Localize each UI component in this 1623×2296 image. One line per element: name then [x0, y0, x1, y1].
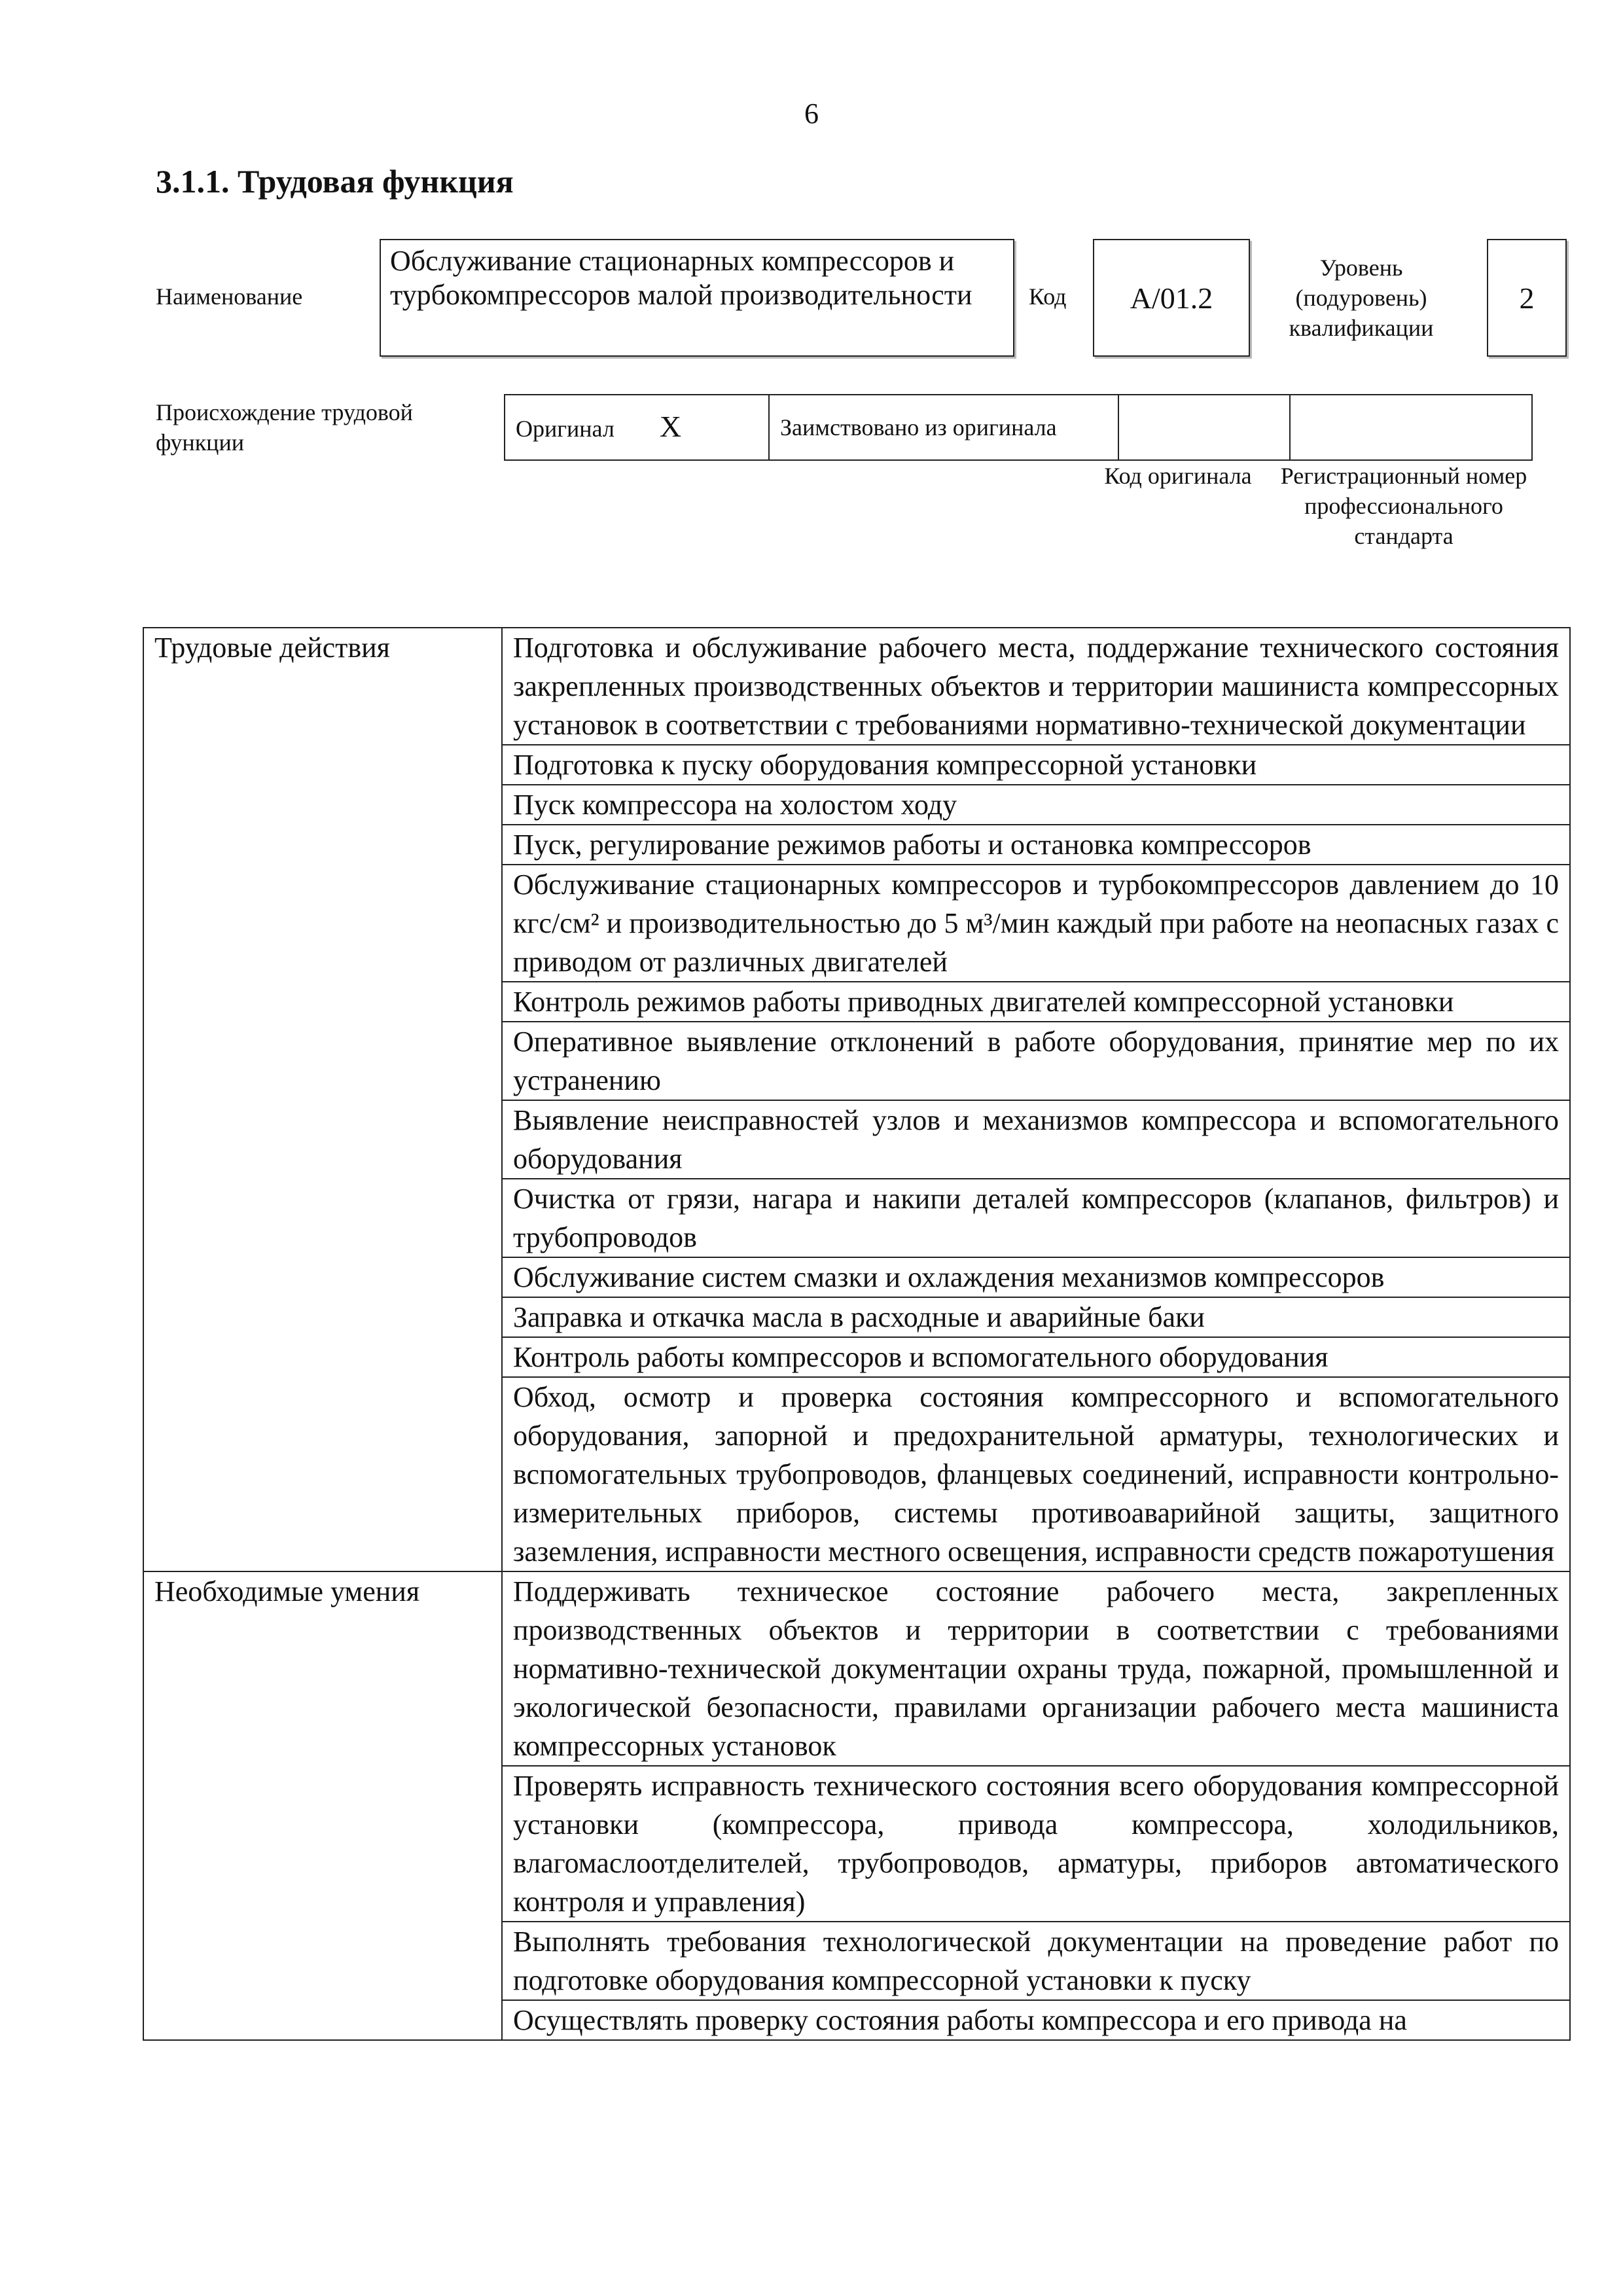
list-item: Выполнять требования технологической документации на проведение работ по подготовке оборудования компрессорной установки к пуску	[502, 1922, 1570, 2000]
list-item: Пуск, регулирование режимов работы и остановка компрессоров	[502, 825, 1570, 865]
section-title: 3.1.1. Трудовая функция	[156, 163, 514, 200]
borrowed-label: Заимствовано из оригинала	[780, 414, 1057, 440]
name-label: Наименование	[156, 283, 303, 310]
level-box	[1487, 239, 1567, 357]
list-item: Контроль работы компрессоров и вспомогательного оборудования	[502, 1337, 1570, 1377]
origin-table	[504, 394, 1533, 461]
function-name-box	[380, 239, 1014, 357]
origin-reg-cell	[1290, 395, 1532, 460]
list-item: Проверять исправность технического состояния всего оборудования компрессорной установки (компрессора, привода компрессора, холодильников, влагомаслоотделителей, трубопроводов, арматуры, приборов автоматического контроля и управления)	[502, 1766, 1570, 1922]
original-label: Оригинал	[516, 415, 615, 442]
list-item: Обход, осмотр и проверка состояния компрессорного и вспомогательного оборудования, запорной и предохранительной арматуры, технологических и вспомогательных трубопроводов, фланцевых соединений, исправности контрольно-измерительных приборов, системы противоаварийной защиты, защитного заземления, исправности местного освещения, исправности средств пожаротушения	[502, 1377, 1570, 1571]
list-item: Подготовка к пуску оборудования компрессорной установки	[502, 745, 1570, 785]
page-number: 6	[804, 98, 819, 130]
section-label: Необходимые умения	[143, 1571, 502, 2040]
origin-original-cell	[505, 395, 769, 460]
origin-code-cell	[1118, 395, 1290, 460]
list-item: Очистка от грязи, нагара и накипи деталей компрессоров (клапанов, фильтров) и трубопроводов	[502, 1179, 1570, 1257]
code-label: Код	[1029, 283, 1067, 310]
section-label: Трудовые действия	[143, 628, 502, 1571]
code-box	[1093, 239, 1250, 357]
code-value: А/01.2	[1130, 281, 1213, 315]
labor-function-table	[143, 627, 1571, 2041]
level-label: Уровень (подуровень) квалификации	[1289, 255, 1434, 341]
list-item: Поддерживать техническое состояние рабочего места, закрепленных производственных объектов и территории в соответствии с требованиями нормативно-технической документации охраны труда, пожарной, промышленной и экологической безопасности, правилами организации рабочего места машиниста компрессорных установок	[502, 1571, 1570, 1766]
list-item: Подготовка и обслуживание рабочего места, поддержание технического состояния закрепленных производственных объектов и территории машиниста компрессорных установок в соответствии с требованиями нормативно-технической документации	[502, 628, 1570, 745]
list-item: Осуществлять проверку состояния работы компрессора и его привода на	[502, 2000, 1570, 2040]
list-item: Пуск компрессора на холостом ходу	[502, 785, 1570, 825]
origin-borrowed-cell	[769, 395, 1118, 460]
list-item: Контроль режимов работы приводных двигателей компрессорной установки	[502, 982, 1570, 1022]
list-item: Обслуживание стационарных компрессоров и турбокомпрессоров давлением до 10 кгс/см² и производительностью до 5 м³/мин каждый при работе на неопасных газах с приводом от различных двигателей	[502, 865, 1570, 982]
list-item: Заправка и откачка масла в расходные и аварийные баки	[502, 1297, 1570, 1337]
list-item: Выявление неисправностей узлов и механизмов компрессора и вспомогательного оборудования	[502, 1100, 1570, 1179]
function-name-value: Обслуживание стационарных компрессоров и турбокомпрессоров малой производительности	[390, 245, 972, 311]
list-item: Обслуживание систем смазки и охлаждения механизмов компрессоров	[502, 1257, 1570, 1297]
level-value: 2	[1519, 281, 1535, 315]
original-mark: X	[659, 409, 682, 443]
table-row	[143, 1571, 1570, 1766]
reg-number-label: Регистрационный номер профессионального стандарта	[1280, 463, 1527, 549]
origin-label: Происхождение трудовой функции	[156, 399, 413, 456]
table-row	[143, 628, 1570, 745]
code-original-label: Код оригинала	[1104, 463, 1252, 489]
list-item: Оперативное выявление отклонений в работе оборудования, принятие мер по их устранению	[502, 1022, 1570, 1100]
